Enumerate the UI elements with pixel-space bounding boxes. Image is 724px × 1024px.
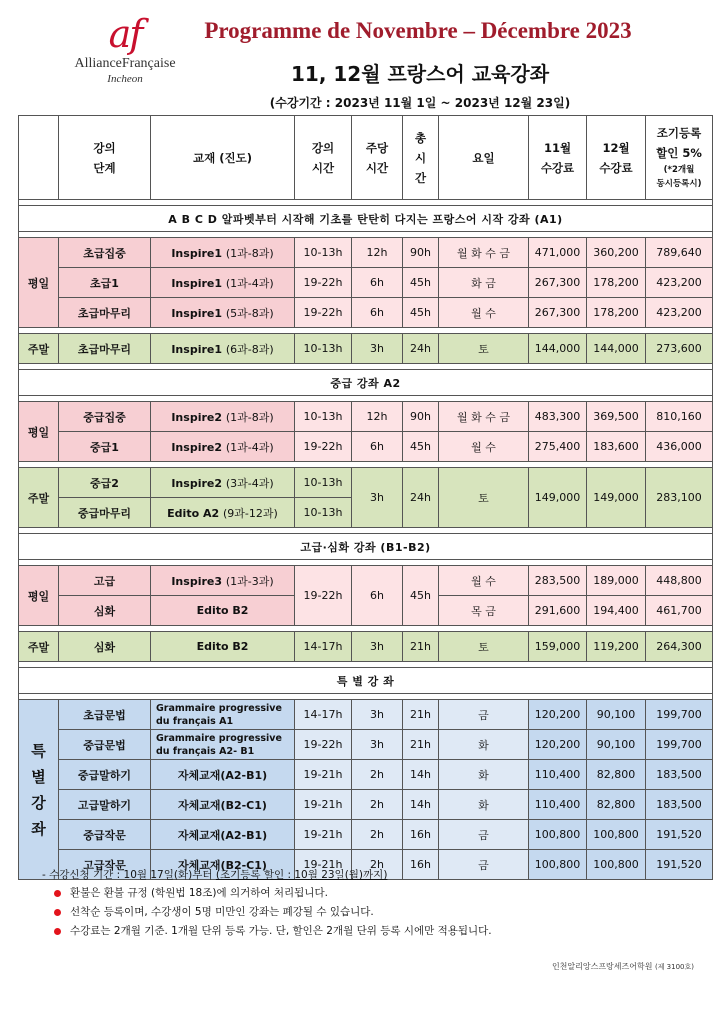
- cell-level: 초급문법: [59, 700, 151, 730]
- cell-level: 고급말하기: [59, 790, 151, 820]
- cell-level: 중급작문: [59, 820, 151, 850]
- header-book: 교재 (진도): [151, 116, 295, 200]
- header-group: [19, 116, 59, 200]
- cell-day: 화: [439, 730, 529, 760]
- cell-level: 초급마무리: [59, 334, 151, 364]
- cell-early-fee: 191,520: [646, 820, 713, 850]
- cell-book: Inspire1 (6과-8과): [151, 334, 295, 364]
- group-label-weekday: 평일: [19, 566, 59, 626]
- cell-book: Inspire2 (1과-8과): [151, 402, 295, 432]
- cell-total: 45h: [403, 298, 439, 328]
- cell-total: 16h: [403, 850, 439, 880]
- cell-day: 화: [439, 790, 529, 820]
- cell-dec-fee: 183,600: [587, 432, 646, 462]
- cell-book: 자체교재(B2-C1): [151, 850, 295, 880]
- cell-dec-fee: 82,800: [587, 760, 646, 790]
- cell-time: 19-21h: [295, 820, 352, 850]
- cell-weekly: 3h: [352, 334, 403, 364]
- table-header-row: [19, 116, 713, 200]
- table-row: [19, 238, 713, 268]
- cell-weekly: 2h: [352, 790, 403, 820]
- cell-book: Inspire1 (1과-4과): [151, 268, 295, 298]
- cell-book: Grammaire progressive du français A1: [151, 700, 295, 730]
- group-label-weekday: 평일: [19, 402, 59, 462]
- cell-level: 고급작문: [59, 850, 151, 880]
- bullet-icon: [54, 928, 61, 935]
- cell-weekly: 2h: [352, 850, 403, 880]
- table-row: [19, 402, 713, 432]
- cell-book: Edito B2: [151, 596, 295, 626]
- cell-time: 10-13h: [295, 498, 352, 528]
- cell-early-fee: 273,600: [646, 334, 713, 364]
- cell-dec-fee: 90,100: [587, 700, 646, 730]
- cell-early-fee: 191,520: [646, 850, 713, 880]
- cell-total: 90h: [403, 238, 439, 268]
- cell-nov-fee: 100,800: [529, 820, 587, 850]
- group-label-weekend: 주말: [19, 632, 59, 662]
- header-level: 강의 단계: [59, 116, 151, 200]
- cell-level: 중급집중: [59, 402, 151, 432]
- cell-dec-fee: 100,800: [587, 820, 646, 850]
- header-day: 요일: [439, 116, 529, 200]
- cell-nov-fee: 120,200: [529, 730, 587, 760]
- cell-day: 금: [439, 850, 529, 880]
- cell-dec-fee: 194,400: [587, 596, 646, 626]
- cell-time: 10-13h: [295, 238, 352, 268]
- cell-book: Inspire3 (1과-3과): [151, 566, 295, 596]
- table-row: [19, 632, 713, 662]
- cell-book: 자체교재(A2-B1): [151, 820, 295, 850]
- cell-early-fee: 810,160: [646, 402, 713, 432]
- section-title-a1: A B C D 알파벳부터 시작해 기초를 탄탄히 다지는 프랑스어 시작 강좌 (A1): [19, 206, 713, 232]
- cell-dec-fee: 360,200: [587, 238, 646, 268]
- cell-total: 24h: [403, 468, 439, 528]
- cell-day: 월 수: [439, 566, 529, 596]
- cell-nov-fee: 275,400: [529, 432, 587, 462]
- cell-book: 자체교재(A2-B1): [151, 760, 295, 790]
- cell-weekly: 6h: [352, 432, 403, 462]
- footer: 인천알리앙스프랑세즈어학원 (제 3100호): [551, 962, 694, 971]
- cell-time: 10-13h: [295, 334, 352, 364]
- cell-time: 19-22h: [295, 730, 352, 760]
- cell-level: 중급말하기: [59, 760, 151, 790]
- cell-weekly: 3h: [352, 730, 403, 760]
- cell-level: 초급마무리: [59, 298, 151, 328]
- cell-weekly: 6h: [352, 298, 403, 328]
- cell-book: Grammaire progressive du français A2- B1: [151, 730, 295, 760]
- cell-day: 금: [439, 700, 529, 730]
- cell-time: 19-21h: [295, 760, 352, 790]
- cell-nov-fee: 149,000: [529, 468, 587, 528]
- header-early-discount: 조기등록 할인 5% (*2개월 동시등록시): [646, 116, 713, 200]
- section-title-b1b2: 고급·심화 강좌 (B1-B2): [19, 534, 713, 560]
- bullet-icon: [54, 909, 61, 916]
- cell-early-fee: 199,700: [646, 730, 713, 760]
- cell-level: 중급마무리: [59, 498, 151, 528]
- cell-time: 14-17h: [295, 700, 352, 730]
- cell-time: 10-13h: [295, 468, 352, 498]
- header-weekly: 주당 시간: [352, 116, 403, 200]
- cell-nov-fee: 471,000: [529, 238, 587, 268]
- cell-total: 24h: [403, 334, 439, 364]
- cell-dec-fee: 178,200: [587, 298, 646, 328]
- group-label-weekday: 평일: [19, 238, 59, 328]
- cell-book: 자체교재(B2-C1): [151, 790, 295, 820]
- cell-day: 월 수: [439, 432, 529, 462]
- cell-weekly: 12h: [352, 402, 403, 432]
- cell-level: 심화: [59, 596, 151, 626]
- cell-day: 화: [439, 760, 529, 790]
- table-row: [19, 298, 713, 328]
- header-nov-fee: 11월 수강료: [529, 116, 587, 200]
- cell-time: 19-22h: [295, 566, 352, 626]
- cell-day: 토: [439, 334, 529, 364]
- cell-weekly: 12h: [352, 238, 403, 268]
- table-row: [19, 334, 713, 364]
- table-row: [19, 566, 713, 596]
- cell-early-fee: 448,800: [646, 566, 713, 596]
- cell-day: 화 금: [439, 268, 529, 298]
- group-label-weekend: 주말: [19, 468, 59, 528]
- cell-level: 중급문법: [59, 730, 151, 760]
- cell-nov-fee: 291,600: [529, 596, 587, 626]
- cell-day: 토: [439, 632, 529, 662]
- page-title-korean: 11, 12월 프랑스어 교육강좌: [290, 62, 550, 86]
- cell-nov-fee: 283,500: [529, 566, 587, 596]
- cell-day: 월 화 수 금: [439, 402, 529, 432]
- notes-list: [42, 884, 702, 941]
- cell-book: Inspire2 (1과-4과): [151, 432, 295, 462]
- cell-nov-fee: 267,300: [529, 268, 587, 298]
- cell-weekly: 2h: [352, 820, 403, 850]
- notes: [42, 866, 702, 941]
- group-label-special: 특 별 강 좌: [19, 700, 59, 880]
- header-time: 강의 시간: [295, 116, 352, 200]
- cell-early-fee: 789,640: [646, 238, 713, 268]
- page-title-french: Programme de Novembre – Décembre 2023: [204, 18, 632, 43]
- table-row: [19, 790, 713, 820]
- cell-total: 16h: [403, 820, 439, 850]
- cell-day: 월 화 수 금: [439, 238, 529, 268]
- cell-early-fee: 264,300: [646, 632, 713, 662]
- alliance-francaise-logo: [60, 14, 190, 86]
- cell-weekly: 6h: [352, 268, 403, 298]
- list-item: 선착순 등록이며, 수강생이 5명 미만인 강좌는 폐강될 수 있습니다.: [42, 903, 702, 922]
- cell-total: 21h: [403, 730, 439, 760]
- bullet-icon: [54, 890, 61, 897]
- cell-time: 19-21h: [295, 790, 352, 820]
- cell-nov-fee: 483,300: [529, 402, 587, 432]
- cell-early-fee: 423,200: [646, 268, 713, 298]
- cell-dec-fee: 178,200: [587, 268, 646, 298]
- list-item: 수강료는 2개월 기준. 1개월 단위 등록 가능. 단, 할인은 2개월 단위 등록 시에만 적용됩니다.: [42, 922, 702, 941]
- table-row: [19, 820, 713, 850]
- cell-time: 19-22h: [295, 298, 352, 328]
- cell-weekly: 3h: [352, 632, 403, 662]
- cell-weekly: 6h: [352, 566, 403, 626]
- cell-total: 14h: [403, 790, 439, 820]
- table-row: [19, 730, 713, 760]
- cell-early-fee: 461,700: [646, 596, 713, 626]
- logo-city: Incheon: [107, 73, 143, 85]
- table-row: [19, 700, 713, 730]
- af-logo-mark: af: [108, 12, 142, 56]
- logo-name: AllianceFrançaise: [74, 56, 176, 71]
- cell-level: 심화: [59, 632, 151, 662]
- cell-day: 금: [439, 820, 529, 850]
- cell-day: 토: [439, 468, 529, 528]
- cell-early-fee: 423,200: [646, 298, 713, 328]
- cell-total: 45h: [403, 268, 439, 298]
- cell-dec-fee: 369,500: [587, 402, 646, 432]
- cell-nov-fee: 159,000: [529, 632, 587, 662]
- cell-time: 19-21h: [295, 850, 352, 880]
- cell-day: 목 금: [439, 596, 529, 626]
- header-dec-fee: 12월 수강료: [587, 116, 646, 200]
- cell-dec-fee: 82,800: [587, 790, 646, 820]
- cell-dec-fee: 100,800: [587, 850, 646, 880]
- cell-level: 중급2: [59, 468, 151, 498]
- cell-total: 45h: [403, 432, 439, 462]
- cell-total: 21h: [403, 632, 439, 662]
- cell-nov-fee: 100,800: [529, 850, 587, 880]
- cell-early-fee: 436,000: [646, 432, 713, 462]
- cell-book: Inspire1 (5과-8과): [151, 298, 295, 328]
- cell-book: Edito A2 (9과-12과): [151, 498, 295, 528]
- cell-nov-fee: 144,000: [529, 334, 587, 364]
- cell-book: Inspire1 (1과-8과): [151, 238, 295, 268]
- cell-total: 45h: [403, 566, 439, 626]
- cell-total: 21h: [403, 700, 439, 730]
- cell-dec-fee: 189,000: [587, 566, 646, 596]
- cell-weekly: 3h: [352, 700, 403, 730]
- cell-level: 중급1: [59, 432, 151, 462]
- cell-nov-fee: 110,400: [529, 760, 587, 790]
- cell-weekly: 2h: [352, 760, 403, 790]
- cell-dec-fee: 149,000: [587, 468, 646, 528]
- list-item: 환불은 환불 규정 (학원법 18조)에 의거하여 처리됩니다.: [42, 884, 702, 903]
- cell-dec-fee: 90,100: [587, 730, 646, 760]
- cell-total: 14h: [403, 760, 439, 790]
- cell-level: 초급집중: [59, 238, 151, 268]
- cell-early-fee: 199,700: [646, 700, 713, 730]
- course-period: (수강기간 : 2023년 11월 1일 ~ 2023년 12월 23일): [269, 96, 571, 110]
- cell-dec-fee: 144,000: [587, 334, 646, 364]
- cell-book: Inspire2 (3과-4과): [151, 468, 295, 498]
- cell-day: 월 수: [439, 298, 529, 328]
- table-row: [19, 432, 713, 462]
- cell-time: 19-22h: [295, 268, 352, 298]
- cell-time: 10-13h: [295, 402, 352, 432]
- cell-nov-fee: 120,200: [529, 700, 587, 730]
- header-total: 총 시 간: [403, 116, 439, 200]
- table-row: [19, 268, 713, 298]
- group-label-weekend: 주말: [19, 334, 59, 364]
- cell-book: Edito B2: [151, 632, 295, 662]
- cell-early-fee: 283,100: [646, 468, 713, 528]
- section-title-a2: 중급 강좌 A2: [19, 370, 713, 396]
- cell-nov-fee: 267,300: [529, 298, 587, 328]
- cell-early-fee: 183,500: [646, 790, 713, 820]
- table-row: [19, 468, 713, 498]
- section-title-special: 특 별 강 좌: [19, 668, 713, 694]
- registration-period-note: - 수강신청 기간 : 10월 17일(화)부터 (조기등록 할인 : 10월 23일(월)까지): [42, 869, 388, 881]
- cell-early-fee: 183,500: [646, 760, 713, 790]
- cell-nov-fee: 110,400: [529, 790, 587, 820]
- cell-time: 14-17h: [295, 632, 352, 662]
- cell-total: 90h: [403, 402, 439, 432]
- cell-weekly: 3h: [352, 468, 403, 528]
- schedule-table: [18, 115, 713, 880]
- cell-dec-fee: 119,200: [587, 632, 646, 662]
- cell-time: 19-22h: [295, 432, 352, 462]
- cell-level: 고급: [59, 566, 151, 596]
- cell-level: 초급1: [59, 268, 151, 298]
- table-row: [19, 760, 713, 790]
